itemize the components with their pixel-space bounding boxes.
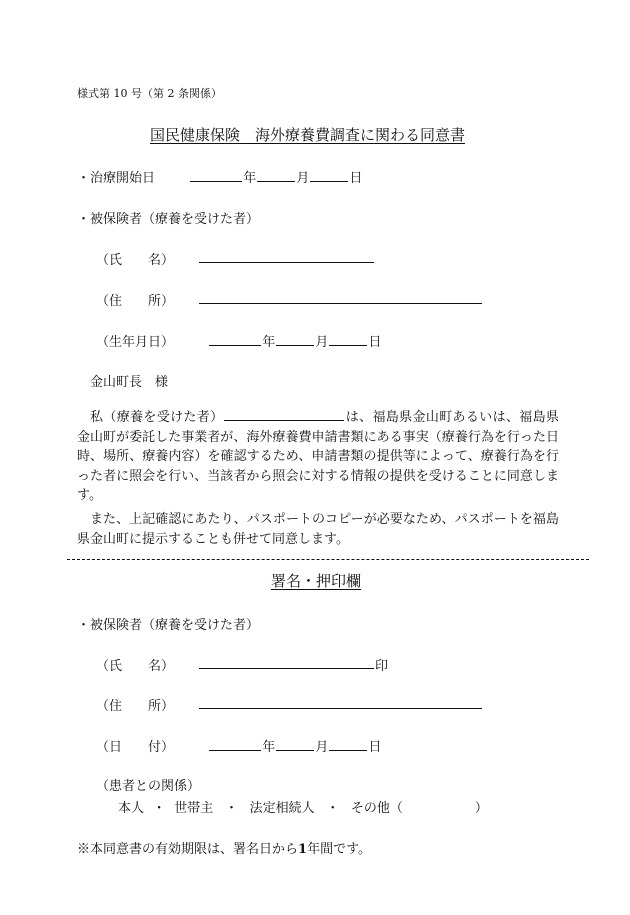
- treatment-start-row: [77, 167, 362, 186]
- insured-address-field[interactable]: [199, 303, 482, 304]
- birth-year-field[interactable]: [209, 332, 261, 346]
- consent-body: は、福島県金山町あるいは、福島県金山町が委託した事業者が、海外療養費申請書類にある事実（療養行為を行った日時、場所、療養内容）を確認するため、申請書類の提供等によって、療養行為を行った者に照会を行い、当該者から照会に対する情報の提供を受けることに同意します。: [77, 410, 559, 503]
- insured-birth-row: [96, 331, 381, 350]
- insured-name-label: （氏 名）: [96, 253, 175, 268]
- signature-date-label: （日 付）: [96, 740, 175, 755]
- year-label: 年: [262, 335, 276, 350]
- treatment-day-field[interactable]: [310, 168, 348, 182]
- relation-separator: ・: [152, 801, 166, 816]
- relation-separator: ・: [326, 801, 340, 816]
- birth-day-field[interactable]: [329, 332, 367, 346]
- relation-head[interactable]: 世帯主: [174, 801, 214, 816]
- relation-separator: ・: [224, 801, 238, 816]
- section-divider: [67, 559, 589, 560]
- signature-section-title: 署名・押印欄: [271, 572, 362, 590]
- signature-name-label: （氏 名）: [96, 659, 175, 674]
- consent-paragraph-2: また、上記確認にあたり、パスポートのコピーが必要なため、パスポートを福島県金山町に提示することも併せて同意します。: [77, 512, 559, 547]
- relation-label: （患者との関係）: [96, 779, 201, 794]
- treatment-start-label: ・治療開始日: [77, 171, 156, 186]
- consent-paragraph-1: [77, 408, 559, 506]
- relation-options: [118, 797, 488, 816]
- day-label: 日: [349, 171, 363, 186]
- validity-note-text: ※本同意書の有効期限は、署名日から: [77, 842, 299, 857]
- sign-month-field[interactable]: [276, 737, 314, 751]
- birth-month-field[interactable]: [276, 332, 314, 346]
- seal-mark: 印: [375, 659, 389, 674]
- day-label: 日: [368, 335, 382, 350]
- month-label: 月: [315, 335, 329, 350]
- signature-name-field[interactable]: [199, 668, 374, 669]
- year-label: 年: [262, 740, 276, 755]
- treatment-month-field[interactable]: [257, 168, 295, 182]
- relation-other[interactable]: その他（: [350, 801, 403, 816]
- year-label: 年: [243, 171, 257, 186]
- form-number: 様式第 10 号（第 2 条関係）: [77, 87, 222, 100]
- signature-address-label: （住 所）: [96, 699, 175, 714]
- relation-heir[interactable]: 法定相続人: [249, 801, 315, 816]
- relation-self[interactable]: 本人: [118, 801, 145, 816]
- signature-date-row: [96, 736, 381, 755]
- validity-number: 1: [298, 842, 308, 857]
- validity-note: [77, 838, 371, 857]
- day-label: 日: [368, 740, 382, 755]
- consent-name-field[interactable]: [224, 408, 344, 421]
- sign-year-field[interactable]: [209, 737, 261, 751]
- relation-other-close: ）: [474, 801, 488, 816]
- month-label: 月: [296, 171, 310, 186]
- signature-address-field[interactable]: [199, 708, 482, 709]
- insured-address-label: （住 所）: [96, 294, 175, 309]
- sign-day-field[interactable]: [329, 737, 367, 751]
- insured-name-field[interactable]: [199, 262, 374, 263]
- insured-heading: ・被保険者（療養を受けた者）: [77, 212, 260, 227]
- treatment-year-field[interactable]: [190, 168, 242, 182]
- addressee: 金山町長 様: [90, 375, 169, 390]
- insured-birth-label: （生年月日）: [96, 335, 175, 350]
- validity-note-end: 年間です。: [307, 842, 372, 857]
- month-label: 月: [315, 740, 329, 755]
- consent-intro: 私（療養を受けた者）: [90, 410, 224, 425]
- signature-heading: ・被保険者（療養を受けた者）: [77, 618, 260, 633]
- document-title: 国民健康保険 海外療養費調査に関わる同意書: [150, 126, 466, 144]
